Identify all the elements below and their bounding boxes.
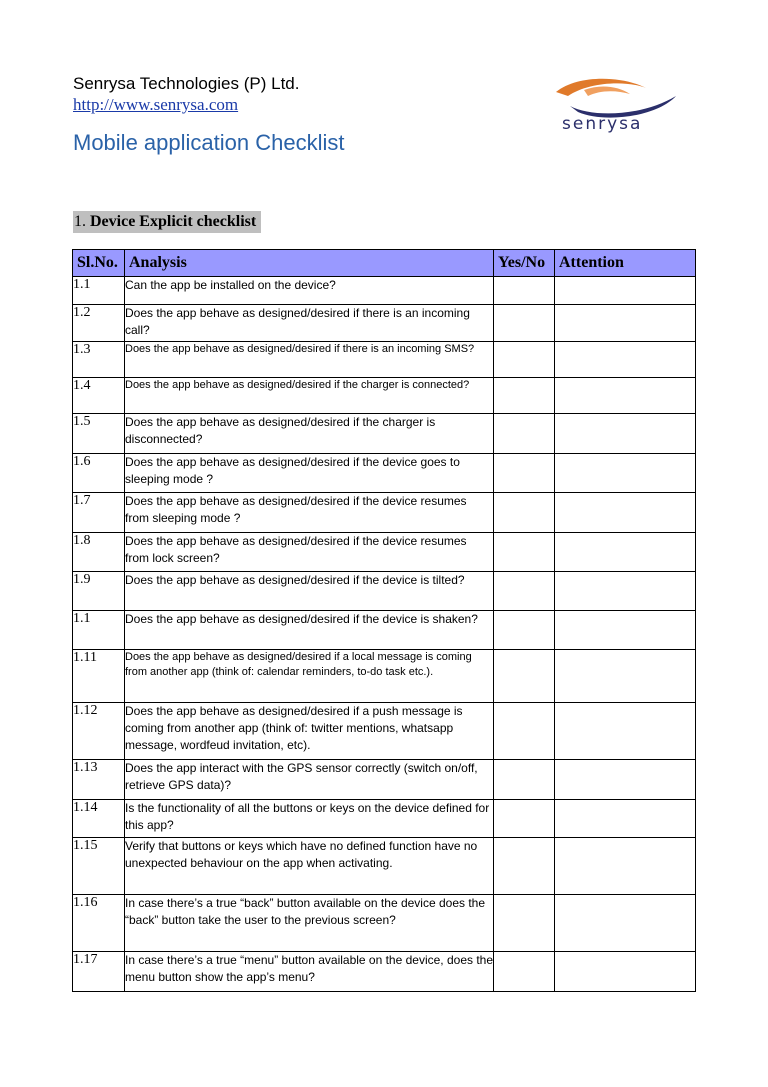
- table-row: [73, 838, 696, 895]
- row-analysis: Verify that buttons or keys which have no defined function have no unexpected behaviour on the app when activating.: [125, 838, 494, 895]
- table-row: [73, 800, 696, 838]
- row-slno: 1.17: [73, 952, 125, 992]
- company-logo: [548, 72, 684, 134]
- row-attention-cell[interactable]: [555, 378, 696, 414]
- company-name: Senrysa Technologies (P) Ltd.: [73, 74, 300, 93]
- row-analysis: Does the app behave as designed/desired if the charger is connected?: [125, 378, 494, 414]
- row-attention-cell[interactable]: [555, 305, 696, 342]
- column-header-analysis: Analysis: [125, 250, 494, 277]
- row-slno: 1.1: [73, 611, 125, 650]
- row-slno: 1.16: [73, 895, 125, 952]
- section-number: 1.: [74, 213, 86, 230]
- row-yesno-cell[interactable]: [494, 277, 555, 305]
- svg-text:senrysa: senrysa: [562, 114, 643, 134]
- row-analysis: Does the app behave as designed/desired if the device is shaken?: [125, 611, 494, 650]
- website-link[interactable]: http://www.senrysa.com: [73, 95, 239, 114]
- row-analysis: Does the app behave as designed/desired if the device resumes from lock screen?: [125, 533, 494, 572]
- document-title: Mobile application Checklist: [73, 130, 345, 155]
- row-attention-cell[interactable]: [555, 493, 696, 533]
- row-slno: 1.15: [73, 838, 125, 895]
- row-attention-cell[interactable]: [555, 952, 696, 992]
- row-yesno-cell[interactable]: [494, 611, 555, 650]
- row-analysis: Does the app behave as designed/desired if a local message is coming from another app (think of: calendar reminders, to-do task etc.).: [125, 650, 494, 703]
- row-analysis: Does the app interact with the GPS sensor correctly (switch on/off, retrieve GPS data)?: [125, 760, 494, 800]
- table-row: [73, 650, 696, 703]
- row-yesno-cell[interactable]: [494, 414, 555, 454]
- row-yesno-cell[interactable]: [494, 454, 555, 493]
- row-attention-cell[interactable]: [555, 414, 696, 454]
- table-row: [73, 493, 696, 533]
- row-attention-cell[interactable]: [555, 703, 696, 760]
- row-slno: 1.14: [73, 800, 125, 838]
- row-yesno-cell[interactable]: [494, 342, 555, 378]
- row-slno: 1.9: [73, 572, 125, 611]
- row-yesno-cell[interactable]: [494, 650, 555, 703]
- row-slno: 1.3: [73, 342, 125, 378]
- row-yesno-cell[interactable]: [494, 533, 555, 572]
- row-slno: 1.11: [73, 650, 125, 703]
- checklist-rows: [73, 277, 696, 992]
- row-attention-cell[interactable]: [555, 572, 696, 611]
- row-yesno-cell[interactable]: [494, 703, 555, 760]
- table-row: [73, 895, 696, 952]
- row-slno: 1.4: [73, 378, 125, 414]
- table-row: [73, 533, 696, 572]
- row-slno: 1.13: [73, 760, 125, 800]
- table-row: [73, 703, 696, 760]
- table-row: [73, 378, 696, 414]
- row-slno: 1.8: [73, 533, 125, 572]
- row-attention-cell[interactable]: [555, 342, 696, 378]
- row-yesno-cell[interactable]: [494, 760, 555, 800]
- row-analysis: Can the app be installed on the device?: [125, 277, 494, 305]
- row-attention-cell[interactable]: [555, 650, 696, 703]
- row-analysis: Does the app behave as designed/desired if there is an incoming call?: [125, 305, 494, 342]
- table-row: [73, 342, 696, 378]
- row-yesno-cell[interactable]: [494, 800, 555, 838]
- row-attention-cell[interactable]: [555, 760, 696, 800]
- row-analysis: Does the app behave as designed/desired if the device resumes from sleeping mode ?: [125, 493, 494, 533]
- table-row: [73, 454, 696, 493]
- row-yesno-cell[interactable]: [494, 572, 555, 611]
- row-analysis: In case there’s a true “menu” button available on the device, does the menu button show the app’s menu?: [125, 952, 494, 992]
- column-header-attention: Attention: [555, 250, 696, 277]
- row-slno: 1.1: [73, 277, 125, 305]
- table-row: [73, 760, 696, 800]
- row-analysis: Does the app behave as designed/desired if a push message is coming from another app (think of: twitter mentions, whatsapp message, wordfeud invitation, etc).: [125, 703, 494, 760]
- row-yesno-cell[interactable]: [494, 895, 555, 952]
- table-row: [73, 611, 696, 650]
- table-row: [73, 952, 696, 992]
- row-yesno-cell[interactable]: [494, 952, 555, 992]
- row-analysis: Does the app behave as designed/desired if the charger is disconnected?: [125, 414, 494, 454]
- row-attention-cell[interactable]: [555, 454, 696, 493]
- row-analysis: In case there’s a true “back” button available on the device does the “back” button take the user to the previous screen?: [125, 895, 494, 952]
- row-slno: 1.2: [73, 305, 125, 342]
- section-title: Device Explicit checklist: [90, 213, 257, 230]
- column-header-slno: Sl.No.: [73, 250, 125, 277]
- table-row: [73, 277, 696, 305]
- row-slno: 1.7: [73, 493, 125, 533]
- row-yesno-cell[interactable]: [494, 378, 555, 414]
- row-analysis: Does the app behave as designed/desired if there is an incoming SMS?: [125, 342, 494, 378]
- row-yesno-cell[interactable]: [494, 305, 555, 342]
- row-attention-cell[interactable]: [555, 800, 696, 838]
- checklist-table: [72, 249, 696, 992]
- row-yesno-cell[interactable]: [494, 493, 555, 533]
- table-header-row: [73, 250, 696, 277]
- column-header-yesno: Yes/No: [494, 250, 555, 277]
- row-attention-cell[interactable]: [555, 838, 696, 895]
- row-attention-cell[interactable]: [555, 611, 696, 650]
- row-analysis: Does the app behave as designed/desired if the device is tilted?: [125, 572, 494, 611]
- row-analysis: Is the functionality of all the buttons or keys on the device defined for this app?: [125, 800, 494, 838]
- row-attention-cell[interactable]: [555, 895, 696, 952]
- row-slno: 1.6: [73, 454, 125, 493]
- row-attention-cell[interactable]: [555, 277, 696, 305]
- table-row: [73, 572, 696, 611]
- row-attention-cell[interactable]: [555, 533, 696, 572]
- row-slno: 1.5: [73, 414, 125, 454]
- row-analysis: Does the app behave as designed/desired if the device goes to sleeping mode ?: [125, 454, 494, 493]
- table-row: [73, 305, 696, 342]
- row-slno: 1.12: [73, 703, 125, 760]
- table-row: [73, 414, 696, 454]
- row-yesno-cell[interactable]: [494, 838, 555, 895]
- section-heading: [73, 211, 261, 233]
